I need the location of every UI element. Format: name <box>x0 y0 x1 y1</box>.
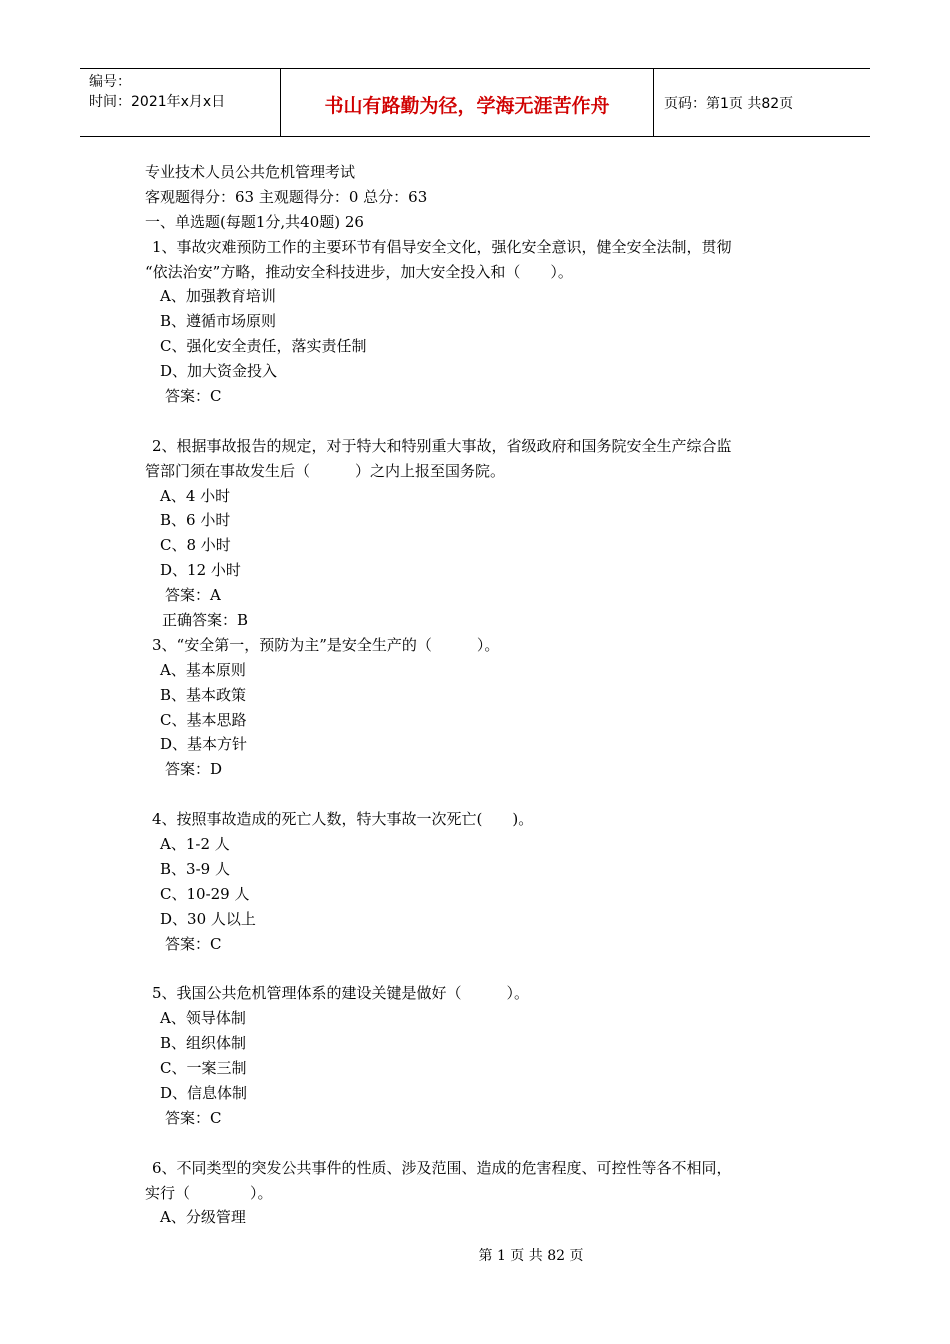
option: B、3-9 人 <box>160 859 230 878</box>
question-text: 6、不同类型的突发公共事件的性质、涉及范围、造成的危害程度、可控性等各不相同， <box>152 1158 732 1177</box>
question <box>145 235 825 434</box>
question-text-cont: 管部门须在事故发生后（ ）之内上报至国务院。 <box>145 461 506 480</box>
question <box>145 633 825 807</box>
question-text: 2、根据事故报告的规定，对于特大和特别重大事故，省级政府和国务院安全生产综合监 <box>152 436 732 455</box>
header-motto: 书山有路勤为径，学海无涯苦作舟 <box>281 69 654 136</box>
option: A、领导体制 <box>160 1009 246 1028</box>
question-text-cont: 实行（ ）。 <box>145 1183 273 1202</box>
option: C、强化安全责任，落实责任制 <box>160 337 367 356</box>
question-text: 4、按照事故造成的死亡人数，特大事故一次死亡( )。 <box>152 810 534 829</box>
option: D、基本方针 <box>160 735 248 754</box>
option: B、6 小时 <box>160 511 231 530</box>
header-page-info: 页码：第1页 共82页 <box>664 95 794 112</box>
page-header <box>80 68 870 137</box>
option: D、信息体制 <box>160 1083 248 1102</box>
answer: 答案：C <box>165 934 222 953</box>
question <box>145 981 825 1155</box>
option: D、12 小时 <box>160 561 241 580</box>
option: B、遵循市场原则 <box>160 312 277 331</box>
option: B、组织体制 <box>160 1034 247 1053</box>
answer: 答案：D <box>165 760 223 779</box>
option: A、基本原则 <box>160 660 246 679</box>
answer: 答案：C <box>165 1108 222 1127</box>
score-line: 客观题得分：63 主观题得分：0 总分：63 <box>145 187 428 206</box>
question-text: 1、事故灾难预防工作的主要环节有倡导安全文化，强化安全意识，健全安全法制，贯彻 <box>152 237 732 256</box>
option: C、8 小时 <box>160 536 231 555</box>
number-label: 编号： <box>89 74 131 90</box>
correct-answer: 正确答案：B <box>162 611 249 630</box>
doc-title: 专业技术人员公共危机管理考试 <box>145 163 356 181</box>
option: C、10-29 人 <box>160 884 250 903</box>
question-text-cont: “依法治安”方略，推动安全科技进步，加大安全投入和（ ）。 <box>145 262 573 281</box>
document-body <box>145 160 825 1230</box>
question <box>145 434 825 633</box>
option: A、1-2 人 <box>160 835 230 854</box>
time-label: 时间：2021年x月x日 <box>89 94 226 110</box>
option: A、分级管理 <box>160 1208 246 1227</box>
question <box>145 1156 825 1231</box>
option: D、30 人以上 <box>160 909 256 928</box>
option: D、加大资金投入 <box>160 362 278 381</box>
header-meta <box>80 69 281 136</box>
option: C、一案三制 <box>160 1059 247 1078</box>
question-text: 5、我国公共危机管理体系的建设关键是做好（ ）。 <box>152 984 530 1003</box>
section-heading: 一、单选题(每题1分,共40题) 26 <box>145 212 364 231</box>
answer: 答案：A <box>165 586 221 605</box>
option: A、4 小时 <box>160 486 231 505</box>
question <box>145 807 825 981</box>
question-text: 3、“安全第一，预防为主”是安全生产的（ ）。 <box>152 635 500 654</box>
option: C、基本思路 <box>160 710 247 729</box>
page-footer: 第 1 页 共 82 页 <box>478 1248 584 1264</box>
option: B、基本政策 <box>160 685 247 704</box>
option: A、加强教育培训 <box>160 287 276 306</box>
answer: 答案：C <box>165 387 222 406</box>
